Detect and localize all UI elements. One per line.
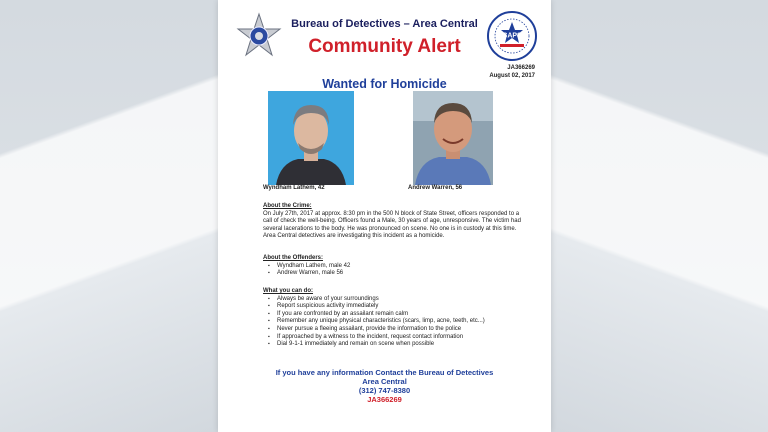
case-number: JA366269: [507, 65, 535, 71]
advice-item: ▪ If you are confronted by an assailant remain calm: [277, 311, 523, 319]
advice-item: ▪ Report suspicious activity immediately: [277, 303, 523, 311]
background-right: [550, 0, 768, 432]
alert-date: August 02, 2017: [489, 73, 535, 79]
crime-text: On July 27th, 2017 at approx. 8:30 pm in the 500 N block of State Street, officers responded to a call of check the well-being. Officers found a Male, 30 years of age, unresponsive. The victim had several lacerations to the body. He was pronounced on scene. No one is in custody at this time. Area Central detectives are investigating this incident as a homicide.: [263, 210, 521, 240]
advice-section: [263, 288, 523, 349]
contact-line: If you have any information Contact the Bureau of Detectives: [275, 368, 494, 377]
background-left: [0, 0, 218, 432]
offenders-section: [263, 255, 523, 278]
bureau-heading: Bureau of Detectives – Area Central: [291, 18, 478, 30]
contact-area: Area Central: [362, 377, 407, 386]
crime-section: [263, 203, 523, 241]
wanted-heading: Wanted for Homicide: [322, 77, 447, 91]
offenders-heading: About the Offenders:: [263, 255, 323, 261]
advice-item: ▪ Dial 9-1-1 immediately and remain on scene when possible: [277, 341, 523, 349]
contact-block: [218, 368, 551, 404]
offender-item: ▪ Andrew Warren, male 56: [277, 270, 523, 278]
offender-item: ▪ Wyndham Lathem, male 42: [277, 263, 523, 271]
page-title: Community Alert: [308, 36, 461, 57]
suspect-caption-2: Andrew Warren, 56: [408, 185, 463, 191]
suspect-photo-1: [268, 91, 354, 185]
advice-heading: What you can do:: [263, 288, 313, 294]
seal-text: CAPS: [502, 32, 522, 40]
contact-phone: (312) 747-8380: [358, 386, 411, 395]
suspect-caption-1: Wyndham Lathem, 42: [263, 185, 325, 191]
advice-item: ▪ Always be aware of your surroundings: [277, 296, 523, 304]
advice-item: ▪ If approached by a witness to the incident, request contact information: [277, 334, 523, 342]
suspect-photo-2: [413, 91, 493, 185]
alert-document: [218, 0, 551, 432]
advice-item: ▪ Never pursue a fleeing assailant, provide the information to the police: [277, 326, 523, 334]
contact-case-number: JA366269: [367, 395, 402, 404]
advice-item: ▪ Remember any unique physical characteristics (scars, limp, acne, teeth, etc...): [277, 318, 523, 326]
crime-heading: About the Crime:: [263, 203, 312, 209]
